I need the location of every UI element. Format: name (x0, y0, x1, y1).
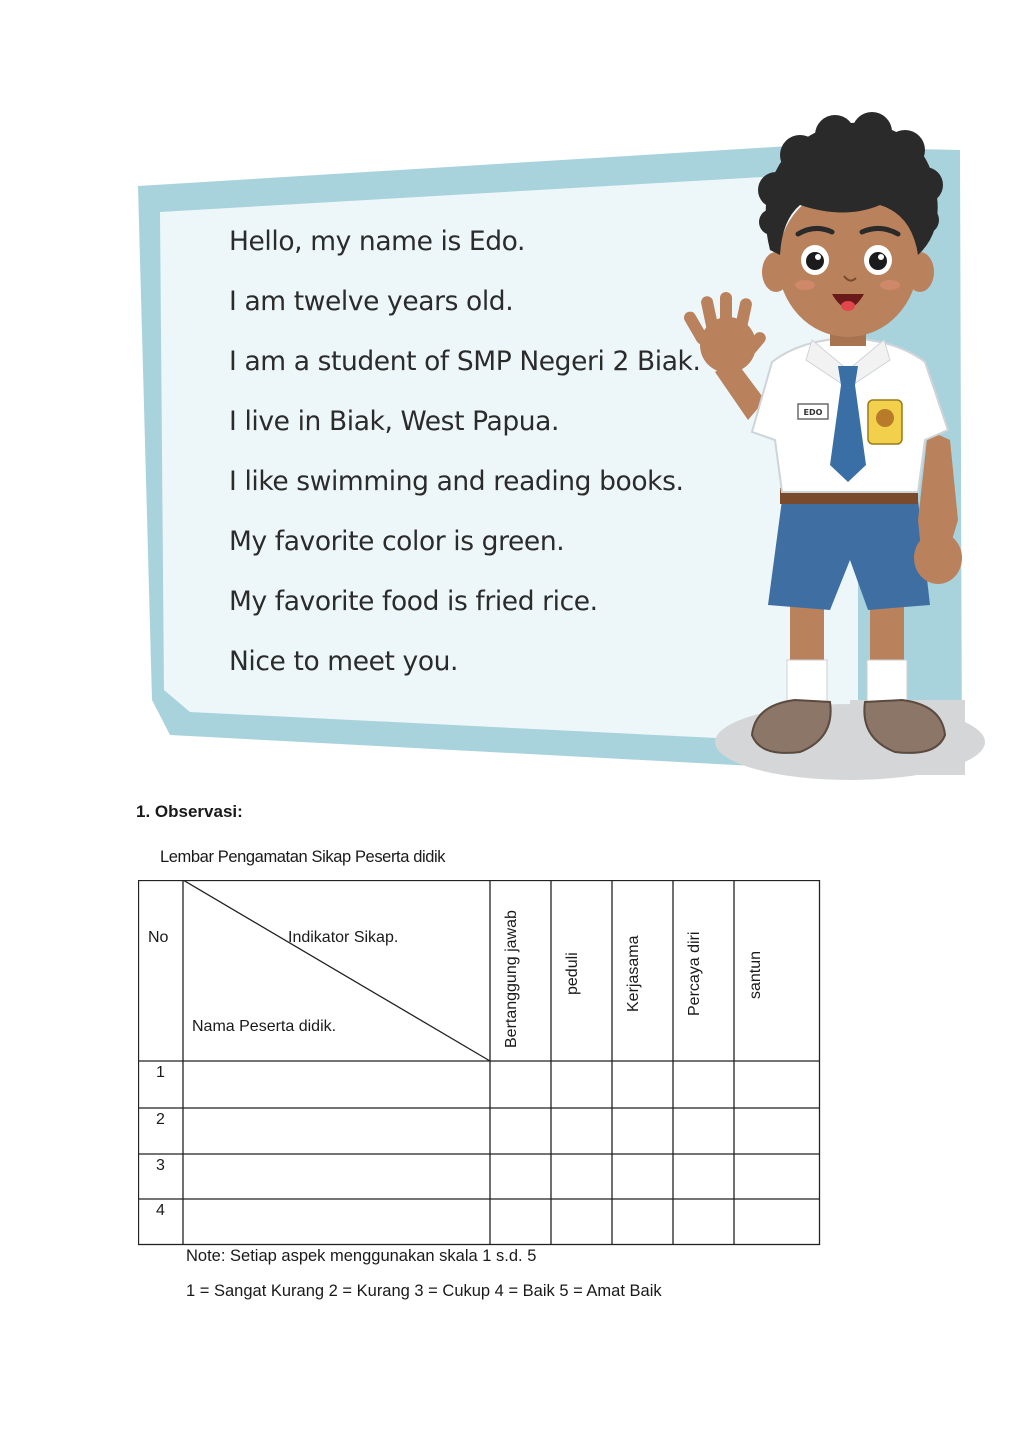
section-heading: 1. Observasi: (136, 802, 243, 821)
header-confidence: Percaya diri (686, 931, 703, 1016)
intro-line: My favorite food is fried rice. (229, 586, 598, 617)
scale-note: Note: Setiap aspek menggunakan skala 1 s.d. 5 (186, 1247, 537, 1265)
intro-line: Hello, my name is Edo. (229, 226, 526, 257)
sheet-title: Lembar Pengamatan Sikap Peserta didik (160, 848, 446, 866)
header-teamwork: Kerjasama (625, 935, 642, 1012)
row-number: 4 (156, 1202, 165, 1219)
table-grid (138, 880, 821, 1246)
header-indicator: Indikator Sikap. (288, 929, 399, 946)
header-politeness: santun (747, 950, 764, 999)
row-number: 2 (156, 1111, 165, 1128)
observation-table (138, 880, 821, 1246)
header-caring: peduli (564, 952, 581, 995)
row-number: 1 (156, 1064, 165, 1081)
header-responsibility: Bertanggung jawab (503, 910, 520, 1048)
intro-line: Nice to meet you. (229, 646, 459, 677)
intro-line: My favorite color is green. (229, 526, 565, 557)
header-no: No (148, 929, 169, 946)
row-number: 3 (156, 1157, 165, 1174)
intro-line: I like swimming and reading books. (229, 466, 684, 497)
intro-line: I am a student of SMP Negeri 2 Biak. (229, 346, 701, 377)
intro-line: I live in Biak, West Papua. (229, 406, 560, 437)
intro-line: I am twelve years old. (229, 286, 514, 317)
scale-legend: 1 = Sangat Kurang 2 = Kurang 3 = Cukup 4 = Baik 5 = Amat Baik (186, 1282, 662, 1300)
header-student-name: Nama Peserta didik. (192, 1018, 337, 1035)
svg-text:EDO: EDO (803, 408, 823, 417)
